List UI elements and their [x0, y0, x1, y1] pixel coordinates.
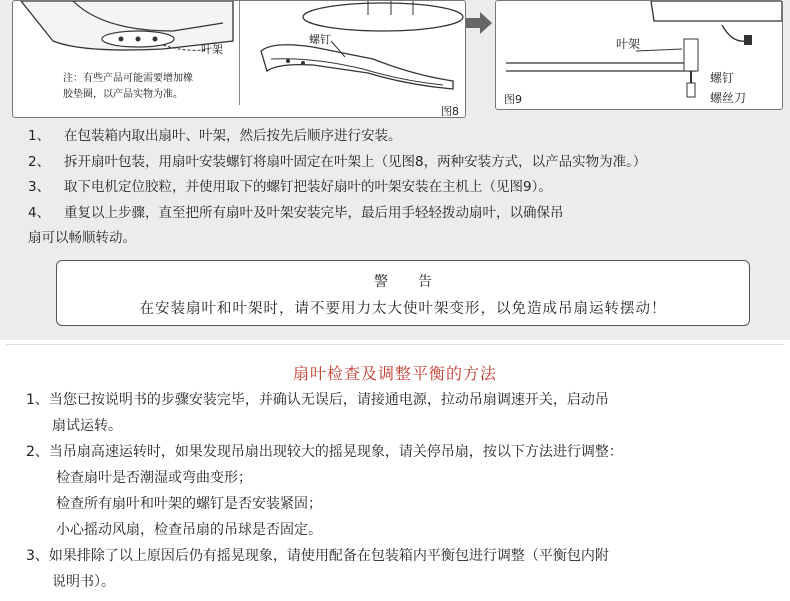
balance-item-1: 1、当您已按说明书的步骤安装完毕，并确认无误后，请接通电源，拉动吊扇调速开关，启动吊	[26, 392, 609, 408]
fig8-note-line2: 胶垫圈，以产品实物为准。	[63, 89, 183, 100]
fig9-caption: 图9	[504, 93, 522, 106]
step-2: 2、 拆开扇叶包装，用扇叶安装螺钉将扇叶固定在叶架上（见图8，两种安装方式，以产品实物为准。）	[28, 153, 647, 170]
installation-steps	[28, 124, 788, 252]
balance-title: 扇叶检查及调整平衡的方法	[292, 364, 497, 383]
fig9-leaf-label: 叶架	[616, 37, 641, 51]
balance-item-3-continued: 说明书）。	[52, 574, 115, 590]
balance-item-1-continued: 扇试运转。	[52, 418, 122, 434]
balance-item-3: 3、如果排除了以上原因后仍有摇晃现象，请使用配备在包装箱内平衡包进行调整（平衡包内附	[26, 548, 609, 564]
fig9-screw-label: 螺钉	[710, 71, 735, 85]
warning-box	[56, 260, 750, 326]
fig8-caption: 图8	[441, 105, 459, 118]
step-1: 1、 在包装箱内取出扇叶、叶架，然后按先后顺序进行安装。	[28, 128, 402, 144]
fig8-note-line1: 注：有些产品可能需要增加橡	[63, 73, 193, 84]
figure-8-divider	[239, 1, 240, 105]
balance-item-2-sub-1: 检查扇叶是否潮湿或弯曲变形；	[56, 470, 252, 486]
balance-item-2: 2、当吊扇高速运转时，如果发现吊扇出现较大的摇晃现象，请关停吊扇，按以下方法进行调整：	[26, 444, 623, 460]
arrow-right-icon	[466, 12, 492, 34]
balance-body	[26, 387, 786, 595]
balance-item-2-sub-3: 小心摇动风扇，检查吊扇的吊球是否固定。	[56, 522, 322, 538]
fig9-screwdriver-label: 螺丝刀	[710, 91, 747, 105]
figure-8	[12, 0, 466, 118]
step-4: 4、 重复以上步骤，直至把所有扇叶及叶架安装完毕，最后用手轻轻拨动扇叶，以确保吊	[28, 204, 564, 221]
figure-9	[495, 0, 783, 110]
balance-item-2-sub-2: 检查所有扇叶和叶架的螺钉是否安装紧固；	[56, 496, 322, 512]
fig8-leaf-label: 叶架	[201, 43, 223, 56]
balance-section	[6, 344, 784, 601]
warning-title: 警告	[374, 274, 462, 290]
step-4-continued: 扇可以畅顺转动。	[28, 230, 136, 246]
step-3: 3、 取下电机定位胶粒，并使用取下的螺钉把装好扇叶的叶架安装在主机上（见图9）。	[28, 179, 552, 195]
fig8-screw-label: 螺钉	[309, 33, 331, 46]
warning-text: 在安装扇叶和叶架时，请不要用力太大使叶架变形，以免造成吊扇运转摆动！	[139, 301, 667, 317]
